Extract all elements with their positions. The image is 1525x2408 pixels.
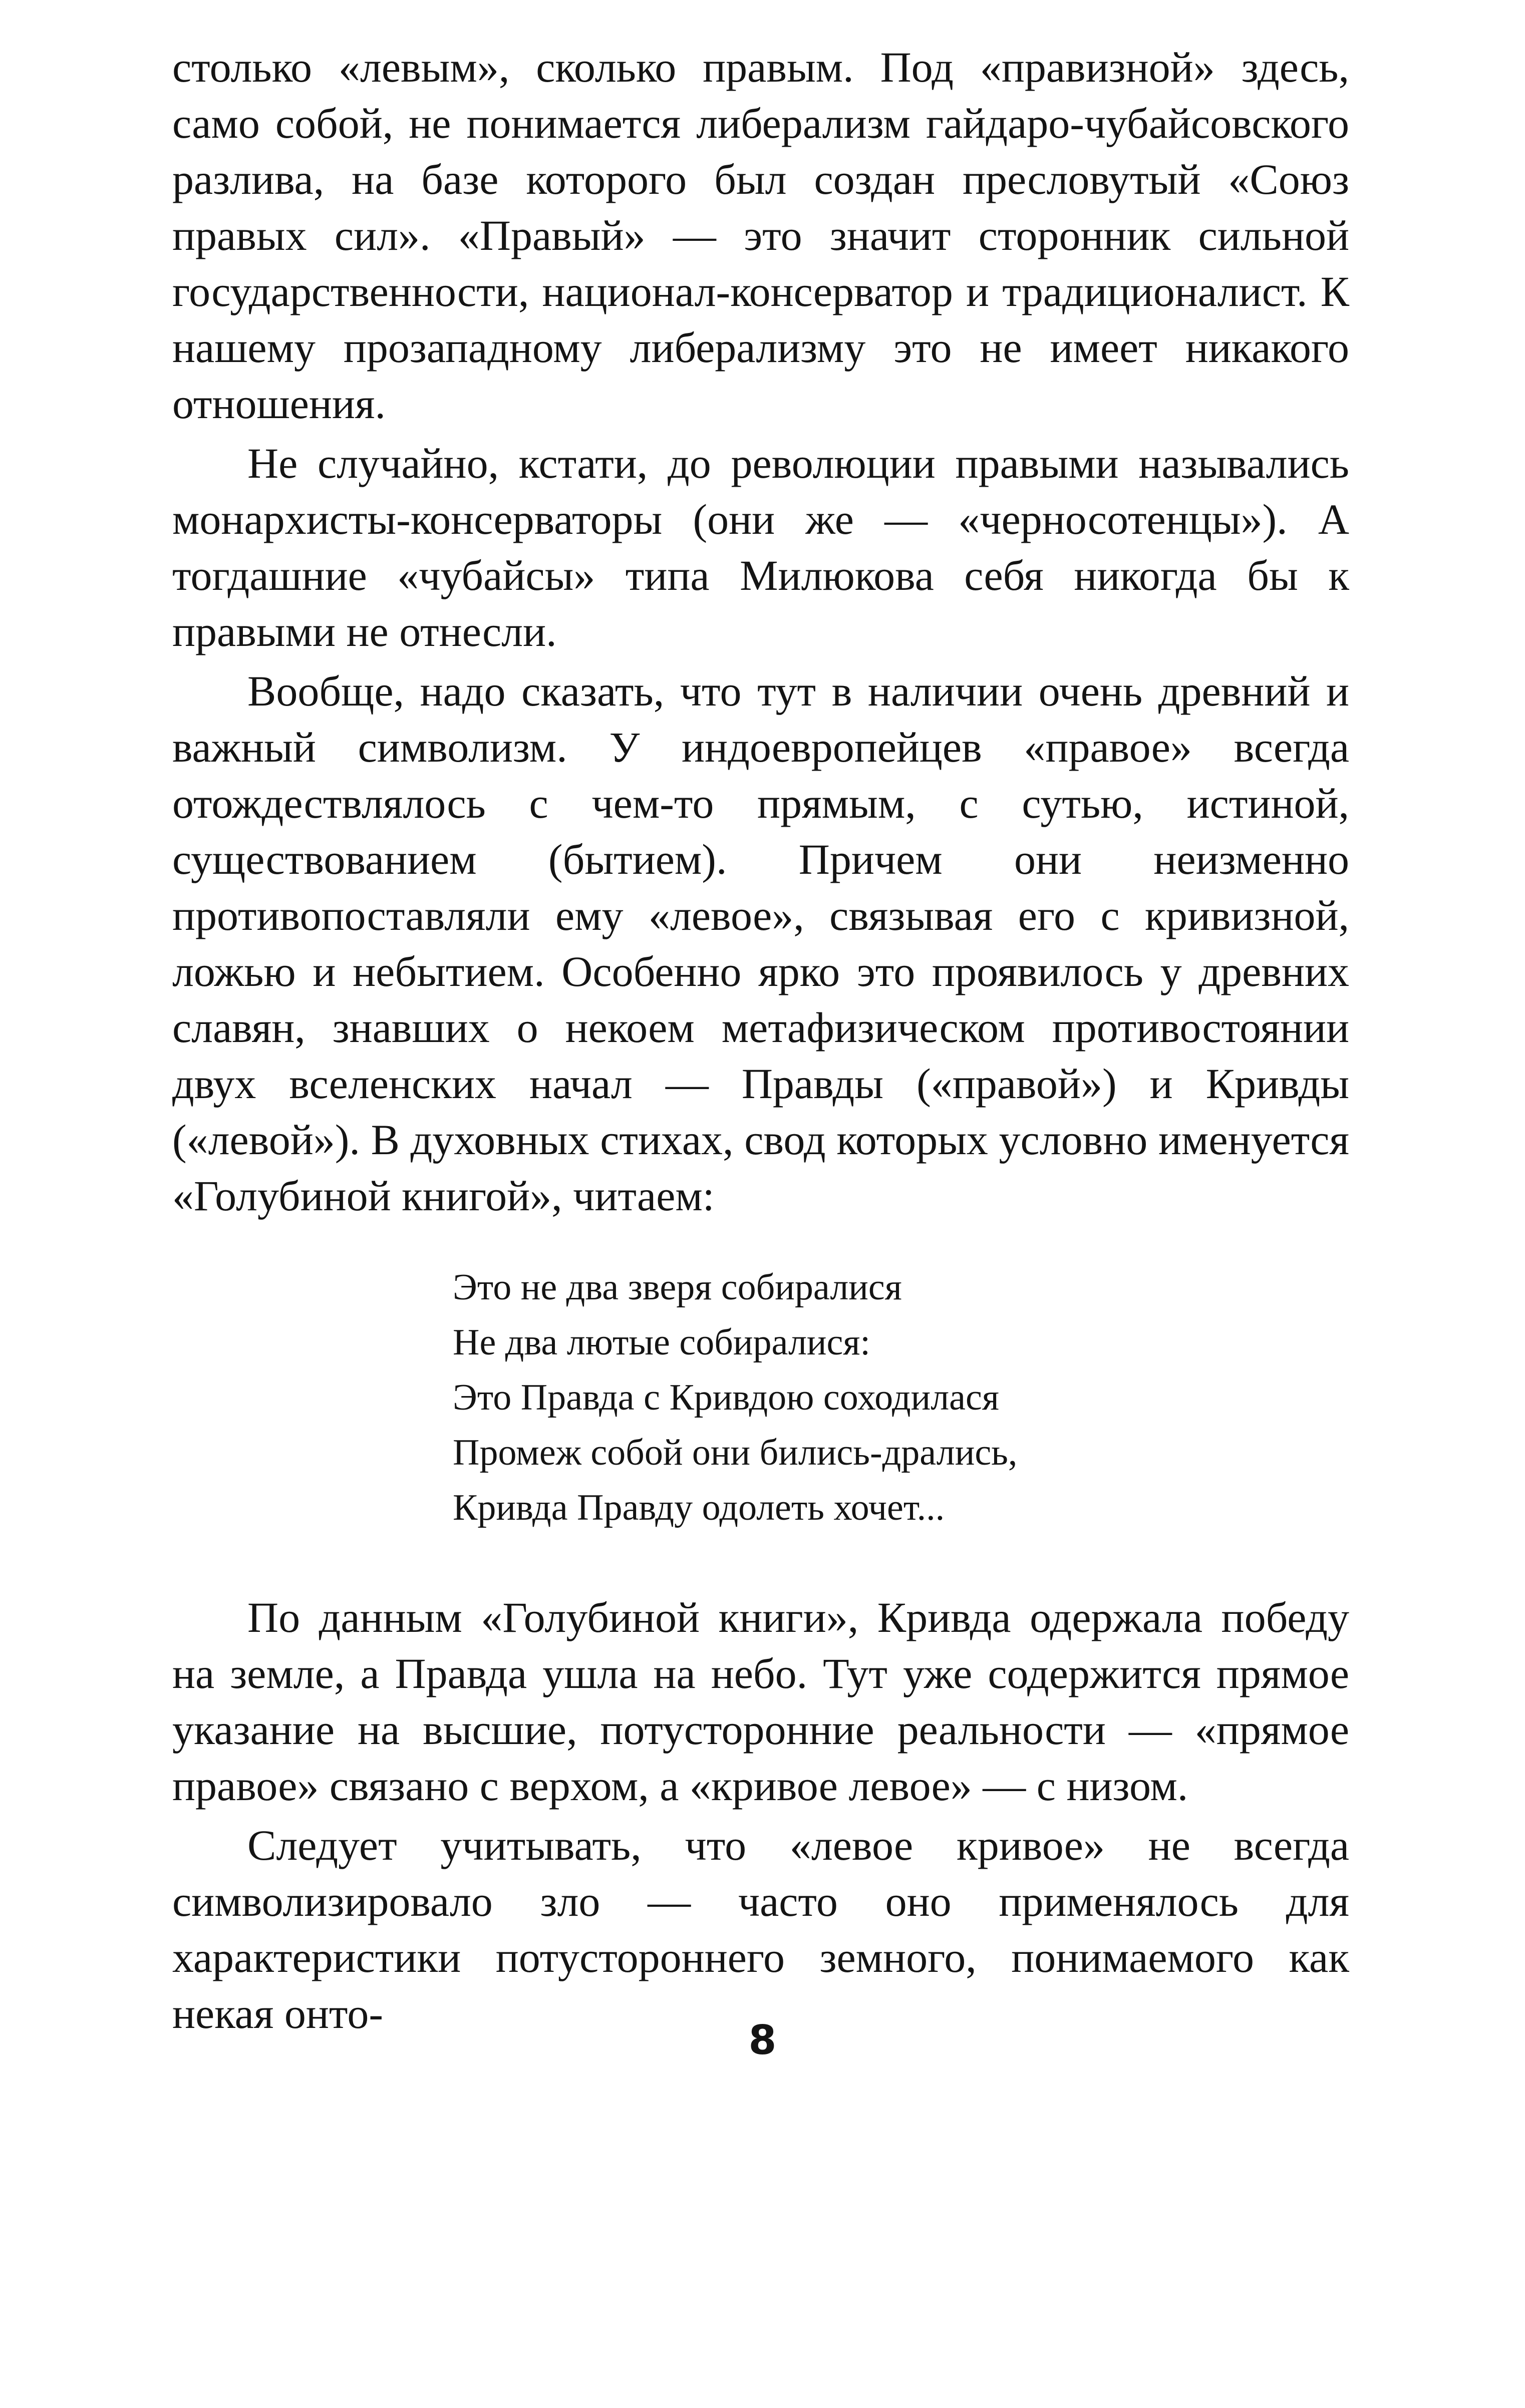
text-column: [172, 39, 1349, 2045]
verse-line-2: Не два лютые собиралися:: [453, 1322, 870, 1363]
page-number: 8: [748, 2017, 777, 2063]
verse-line-3: Это Правда с Кривдою соходилася: [453, 1377, 999, 1418]
paragraph-4: По данным «Голубиной книги», Кривда одержала победу на земле, а Правда ушла на небо. Тут уже содержится прямое указание на высшие, потусторонние реальности — «прямое правое» связано с верхом, а «кривое левое» — с низом.: [172, 1593, 1349, 1810]
paragraph-2: Не случайно, кстати, до революции правыми назывались монархисты-консерваторы (они же — «черносотенцы»). А тогдашние «чубайсы» типа Милюкова себя никогда бы к правыми не отнесли.: [172, 439, 1349, 655]
paragraph-1: столько «левым», сколько правым. Под «правизной» здесь, само собой, не понимается либерализм гайдаро-чубайсовского разлива, на базе которого был создан пресловутый «Союз правых сил». «Правый» — это значит сторонник сильной государственности, национал-консерватор и традиционалист. К нашему прозападному либерализму это не имеет никакого отношения.: [172, 43, 1349, 428]
paragraph-3: Вообще, надо сказать, что тут в наличии очень древний и важный символизм. У индоевропейцев «правое» всегда отождествлялось с чем-то прямым, с сутью, истиной, существованием (бытием). Причем они неизменно противопоставляли ему «левое», связывая его с кривизной, ложью и небытием. Особенно ярко это проявилось у древних славян, знавших о некоем метафизическом противостоянии двух вселенских начал — Правды («правой») и Кривды («левой»). В духовных стихах, свод которых условно именуется «Голубиной книгой», читаем:: [172, 667, 1349, 1220]
verse-line-5: Кривда Правду одолеть хочет...: [453, 1487, 945, 1528]
paragraph-5: Следует учитывать, что «левое кривое» не всегда символизировало зло — часто оно применялось для характеристики потустороннего земного, понимаемого как некая онто-: [172, 1821, 1349, 2037]
verse-line-1: Это не два зверя собиралися: [453, 1267, 902, 1308]
verse-line-4: Промеж собой они бились-дрались,: [453, 1432, 1018, 1473]
verse-quote: [453, 1260, 1349, 1535]
